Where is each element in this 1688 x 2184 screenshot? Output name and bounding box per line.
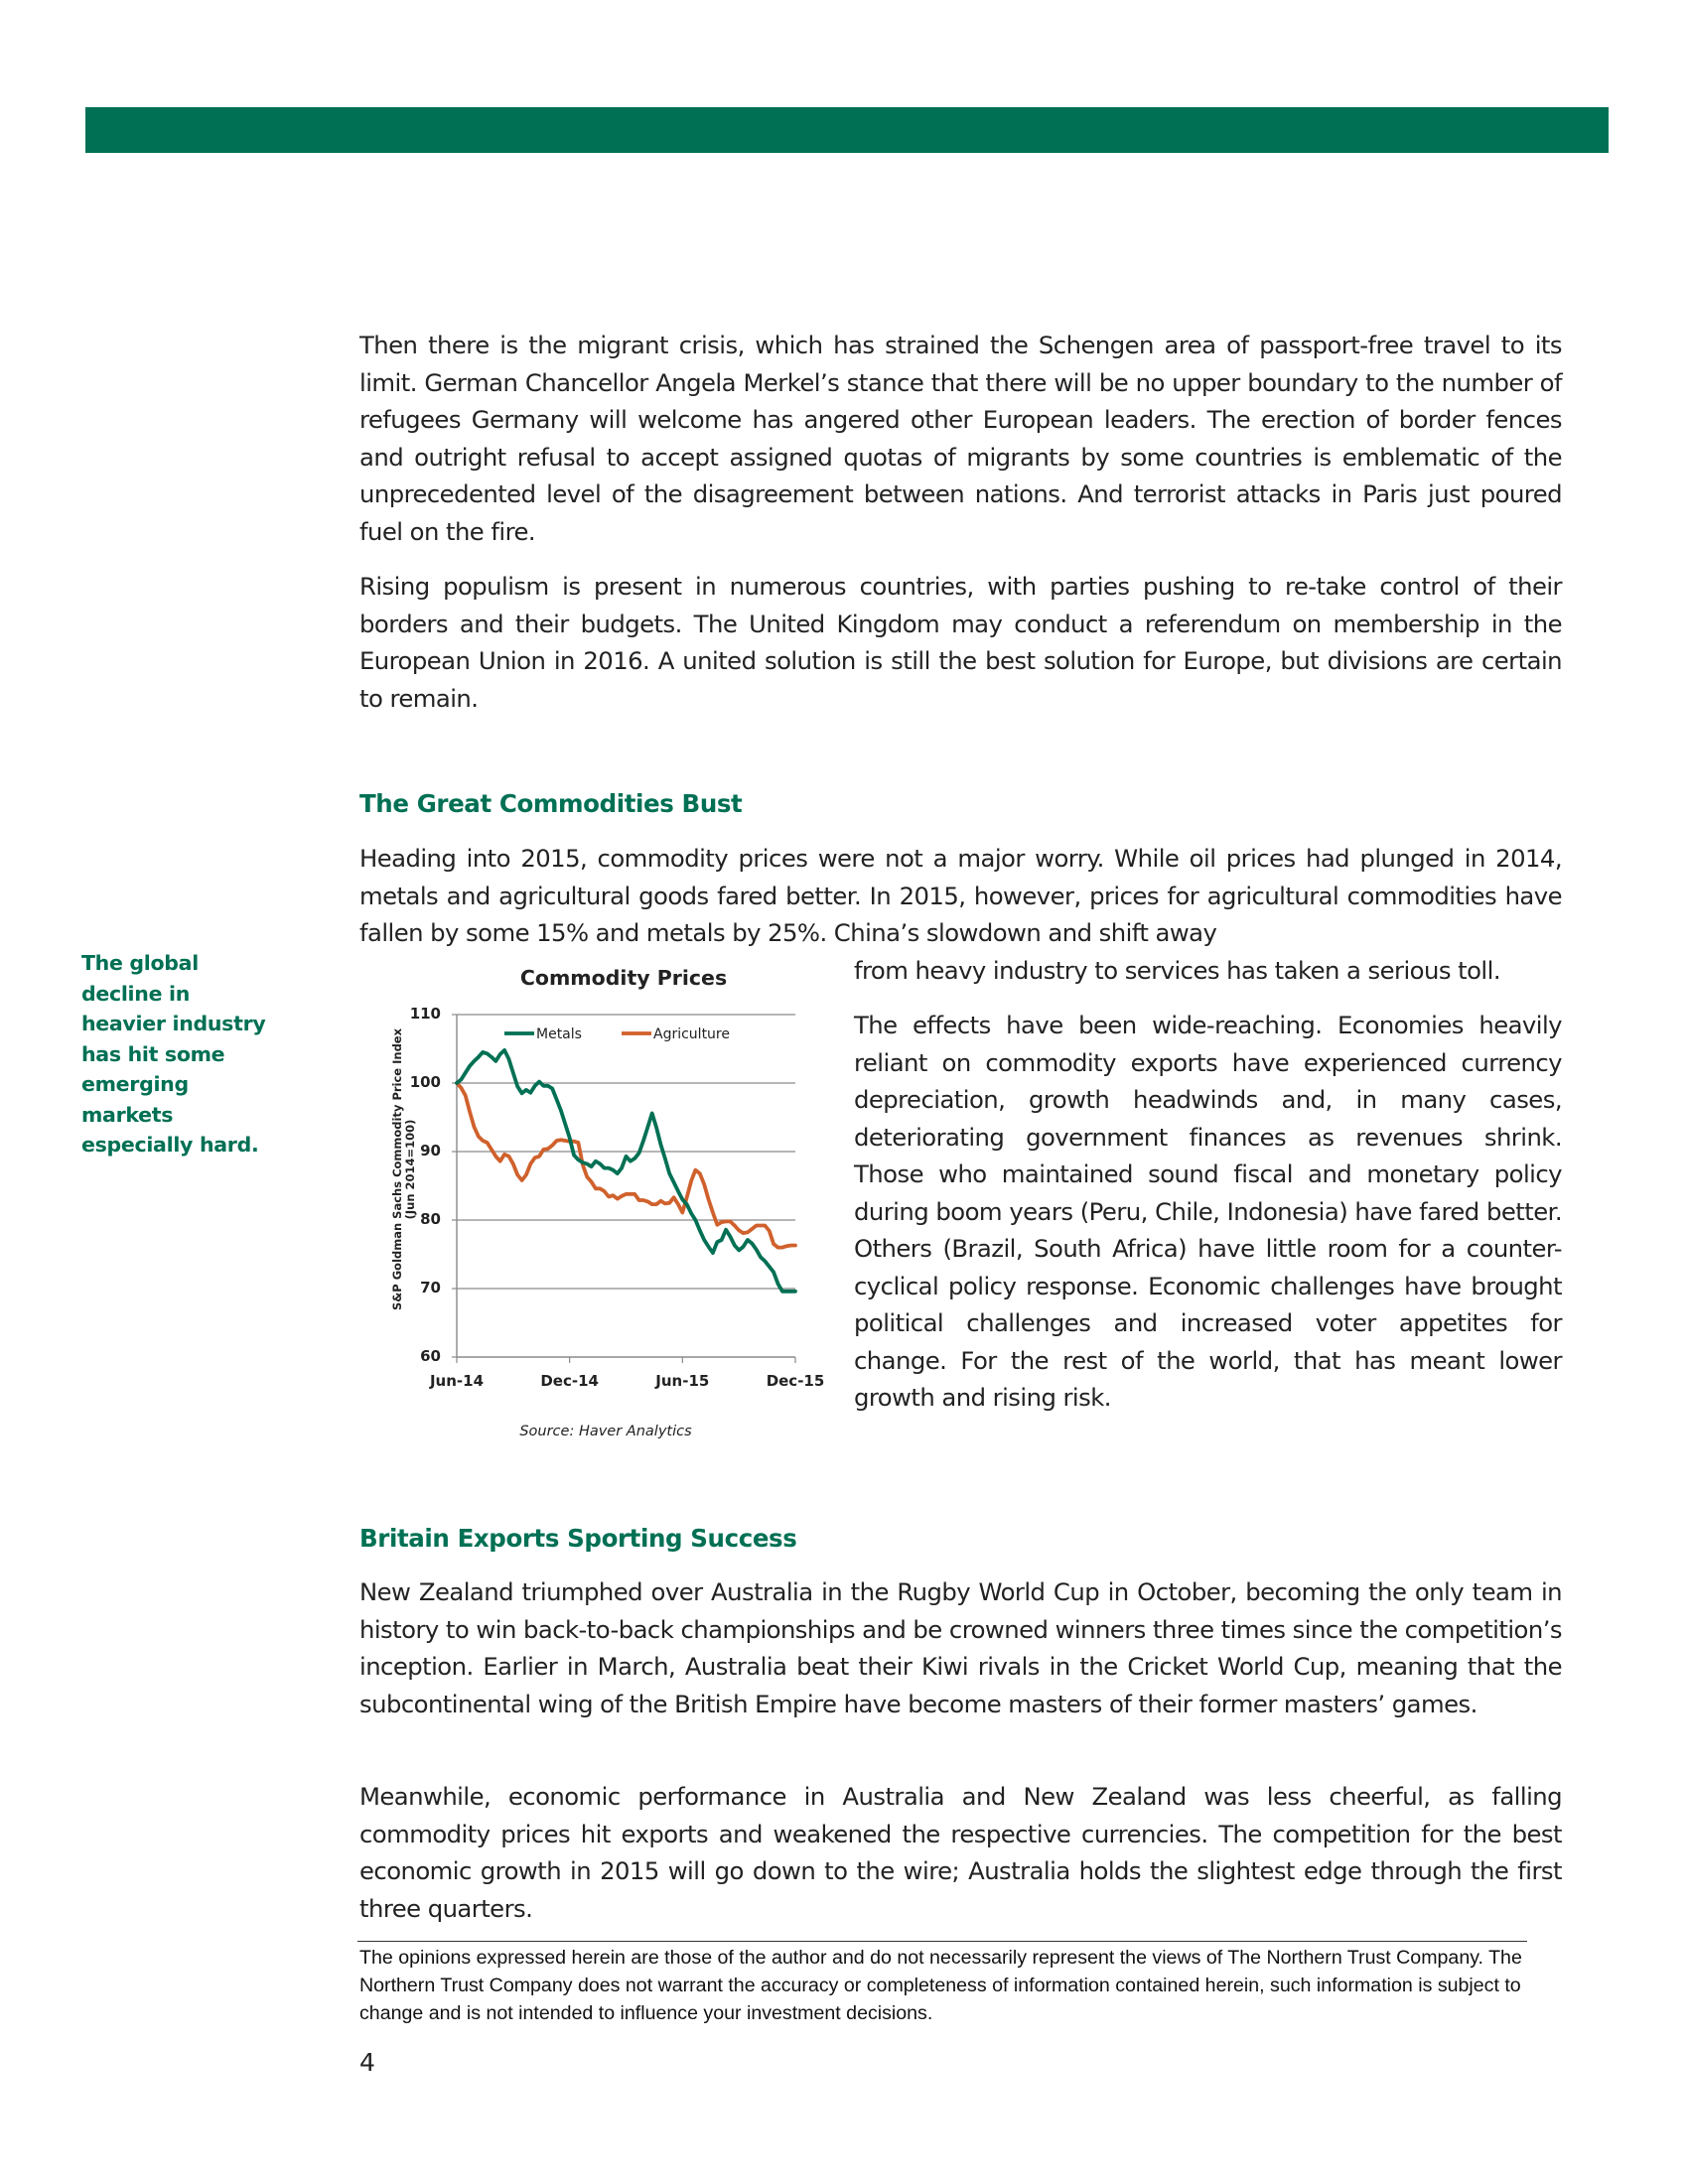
paragraph-commodities-intro-cont: from heavy industry to services has taken a serious toll. xyxy=(854,956,1500,985)
paragraph-populism: Rising populism is present in numerous countries, with parties pushing to re-take control of their borders and their budgets. The United Kingdom may conduct a referendum on membership in the European Union in 2016. A united solution is still the best solution for Europe, but divisions are certain to remain. xyxy=(359,572,1562,713)
series-line-metals xyxy=(457,1050,795,1292)
paragraph-sport-2: Meanwhile, economic performance in Australia and New Zealand was less cheerful, as falling commodity prices hit exports and weakened the respective currencies. The competition for the best economic growth in 2015 will go down to the wire; Australia holds the slightest edge through the first three quarters. xyxy=(359,1782,1562,1923)
x-tick-label: Dec-14 xyxy=(540,1372,599,1390)
x-tick-label: Jun-15 xyxy=(655,1372,710,1390)
page-number: 4 xyxy=(359,2048,375,2077)
y-tick-label: 90 xyxy=(420,1142,441,1160)
footer-disclaimer: The opinions expressed herein are those of the author and do not necessarily represent the views of The Northern Trust Company. The Northern Trust Company does not warrant the accuracy or completeness of information contained herein, such information is subject to change and is not intended to influence your investment decisions. xyxy=(359,1947,1522,2024)
y-tick-label: 110 xyxy=(409,1005,441,1023)
x-tick-label: Jun-14 xyxy=(429,1372,485,1390)
section-heading-commodities: The Great Commodities Bust xyxy=(359,789,743,818)
paragraph-commodities-effects: The effects have been wide-reaching. Economies heavily reliant on commodity exports have experienced currency depreciation, growth headwinds and, in many cases, deteriorating government finances as revenues shrink. Those who maintained sound fiscal and monetary policy during boom years (Peru, Chile, Indonesia) have fared better. Others (Brazil, South Africa) have little room for a counter-cyclical policy response. Economic challenges have brought political challenges and increased voter appetites for change. For the rest of the world, that has meant lower growth and rising risk. xyxy=(854,1011,1562,1412)
sidebar-pull-quote: The global decline in heavier industry has hit some emerging markets especially hard. xyxy=(81,951,266,1157)
chart-y-axis-label-line2: (Jun 2014=100) xyxy=(403,1119,417,1220)
chart-title: Commodity Prices xyxy=(519,966,728,990)
x-tick-label: Dec-15 xyxy=(766,1372,825,1390)
footer-divider xyxy=(357,1941,1527,1942)
paragraph-migrant-crisis: Then there is the migrant crisis, which has strained the Schengen area of passport-free travel to its limit. German Chancellor Angela Merkel’s stance that there will be no upper boundary to the number of refugees Germany will welcome has angered other European leaders. The erection of border fences and outright refusal to accept assigned quotas of migrants by some countries is emblematic of the unprecedented level of the disagreement between nations. And terrorist attacks in Paris just poured fuel on the fire. xyxy=(359,331,1562,546)
y-tick-label: 80 xyxy=(420,1210,441,1228)
y-tick-label: 60 xyxy=(420,1347,441,1365)
commodity-prices-chart xyxy=(355,960,837,1446)
chart-y-axis-label-line1: S&P Goldman Sachs Commodity Price Index xyxy=(390,1027,404,1311)
chart-legend xyxy=(504,1026,730,1042)
header-bar xyxy=(85,107,1609,153)
y-tick-label: 70 xyxy=(420,1279,441,1297)
chart-axes xyxy=(452,1015,795,1363)
chart-series xyxy=(457,1050,795,1292)
y-tick-label: 100 xyxy=(409,1073,441,1091)
legend-label-agriculture: Agriculture xyxy=(653,1026,730,1042)
paragraph-sport-1: New Zealand triumphed over Australia in the Rugby World Cup in October, becoming the only team in history to win back-to-back championships and be crowned winners three times since the competition’s inception. Earlier in March, Australia beat their Kiwi rivals in the Cricket World Cup, meaning that the subcontinental wing of the British Empire have become masters of their former masters’ games. xyxy=(359,1577,1562,1718)
paragraph-commodities-intro: Heading into 2015, commodity prices were not a major worry. While oil prices had plunged in 2014, metals and agricultural goods fared better. In 2015, however, prices for agricultural commodities have fallen by some 15% and metals by 25%. China’s slowdown and shift away xyxy=(359,844,1562,947)
legend-label-metals: Metals xyxy=(536,1026,582,1042)
section-heading-sport: Britain Exports Sporting Success xyxy=(359,1524,797,1553)
chart-source: Source: Haver Analytics xyxy=(519,1424,692,1439)
series-line-agriculture xyxy=(457,1083,795,1248)
